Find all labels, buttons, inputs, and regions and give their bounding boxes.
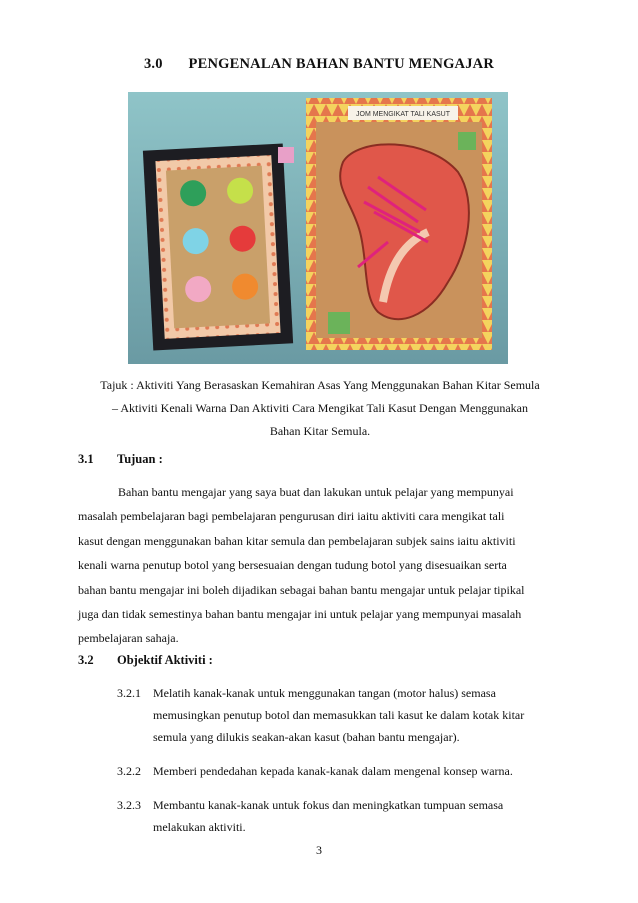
paragraph-line: bahan bantu mengajar ini boleh dijadikan sebagai bahan bantu mengajar untuk pelajar tipikal [78,582,525,597]
objective-line: Memberi pendedahan kepada kanak-kanak dalam mengenal konsep warna. [153,764,513,778]
objective-text [153,794,563,838]
teaching-aid-photo [128,92,508,364]
objective-text [153,760,563,782]
paragraph-line: kenali warna penutup botol yang bersesuaian dengan tudung botol yang disesuaikan serta [78,558,507,573]
objective-number: 3.2.1 [117,686,141,700]
section-3-1-title: Tujuan : [117,452,163,466]
objective-number: 3.2.3 [117,798,141,812]
caption-line-2: – Aktiviti Kenali Warna Dan Aktiviti Cara Mengikat Tali Kasut Dengan Menggunakan [112,401,528,415]
section-3-2-number: 3.2 [78,653,94,667]
page-heading [0,56,638,73]
section-3-2-title: Objektif Aktiviti : [117,653,213,667]
flower-sticker [278,147,294,163]
objective-text [153,682,563,748]
teaching-aid-illustration [128,92,508,364]
paragraph-line: masalah pembelajaran bagi pembelajaran pengurusan diri iaitu aktiviti cara mengikat tali [78,509,505,524]
objective-number: 3.2.2 [117,764,141,778]
color-cap-board [143,143,294,350]
heading-title: PENGENALAN BAHAN BANTU MENGAJAR [188,56,495,72]
paragraph-line: kasut dengan menggunakan bahan kitar semula dan pembelajaran subjek sains iaitu aktiviti [78,533,516,548]
section-3-1-paragraph [78,480,564,651]
board-title: JOM MENGIKAT TALI KASUT [356,111,450,118]
page-number: 3 [316,843,322,857]
objective-line: melakukan aktiviti. [153,820,246,834]
paragraph-line: Bahan bantu mengajar yang saya buat dan lakukan untuk pelajar yang mempunyai [118,485,514,499]
paragraph-line: pembelajaran sahaja. [78,631,179,646]
objective-line: semula yang dilukis seakan-akan kasut (bahan bantu mengajar). [153,730,460,744]
objective-line: memusingkan penutup botol dan memasukkan tali kasut ke dalam kotak kitar [153,708,525,722]
section-3-1-number: 3.1 [78,452,94,466]
objective-line: Melatih kanak-kanak untuk menggunakan tangan (motor halus) semasa [153,686,496,700]
shoe-lacing-board [306,98,492,350]
paragraph-line: juga dan tidak semestinya bahan bantu mengajar ini untuk pelajar yang mempunyai masalah [78,607,522,622]
caption-line-3: Bahan Kitar Semula. [269,424,371,438]
objective-line: Membantu kanak-kanak untuk fokus dan meningkatkan tumpuan semasa [153,798,504,812]
photo-caption [70,374,570,443]
heading-number: 3.0 [143,56,163,72]
caption-line-1: Tajuk : Aktiviti Yang Berasaskan Kemahiran Asas Yang Menggunakan Bahan Kitar Semula [100,378,540,392]
